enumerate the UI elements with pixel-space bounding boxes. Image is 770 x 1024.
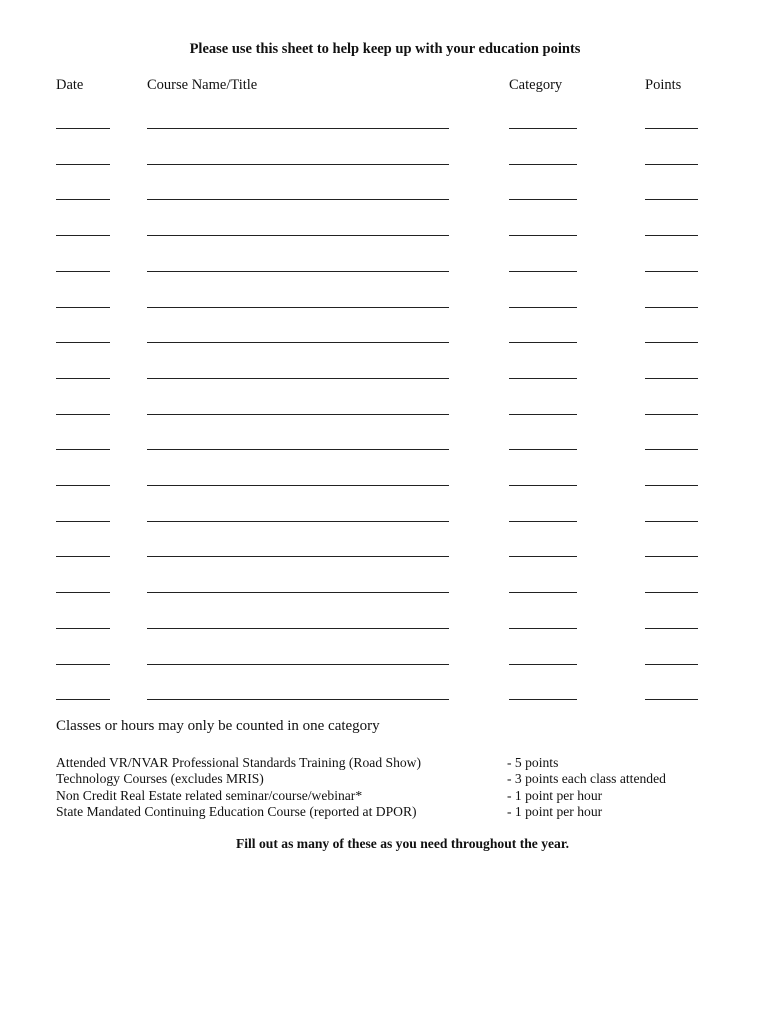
category-points: - 3 points each class attended <box>507 771 666 787</box>
column-header-course: Course Name/Title <box>147 77 258 93</box>
date-field-line[interactable] <box>56 664 110 665</box>
points-field-line[interactable] <box>645 307 698 308</box>
category-field-line[interactable] <box>509 164 577 165</box>
date-field-line[interactable] <box>56 449 110 450</box>
points-field-line[interactable] <box>645 449 698 450</box>
date-field-line[interactable] <box>56 414 110 415</box>
category-note: Classes or hours may only be counted in one category <box>56 718 380 734</box>
points-field-line[interactable] <box>645 128 698 129</box>
course-field-line[interactable] <box>147 128 449 129</box>
category-field-line[interactable] <box>509 485 577 486</box>
points-field-line[interactable] <box>645 235 698 236</box>
date-field-line[interactable] <box>56 164 110 165</box>
course-field-line[interactable] <box>147 271 449 272</box>
date-field-line[interactable] <box>56 699 110 700</box>
points-field-line[interactable] <box>645 664 698 665</box>
date-field-line[interactable] <box>56 271 110 272</box>
course-field-line[interactable] <box>147 199 449 200</box>
points-field-line[interactable] <box>645 556 698 557</box>
date-field-line[interactable] <box>56 628 110 629</box>
points-field-line[interactable] <box>645 521 698 522</box>
points-field-line[interactable] <box>645 199 698 200</box>
category-name: State Mandated Continuing Education Course (reported at DPOR) <box>56 804 417 820</box>
category-name: Attended VR/NVAR Professional Standards Training (Road Show) <box>56 755 422 770</box>
category-field-line[interactable] <box>509 414 577 415</box>
category-field-line[interactable] <box>509 342 577 343</box>
course-field-line[interactable] <box>147 699 449 700</box>
date-field-line[interactable] <box>56 235 110 236</box>
date-field-line[interactable] <box>56 307 110 308</box>
date-field-line[interactable] <box>56 199 110 200</box>
category-name: Non Credit Real Estate related seminar/course/webinar* <box>56 787 363 803</box>
course-field-line[interactable] <box>147 664 449 665</box>
course-field-line[interactable] <box>147 556 449 557</box>
category-points: - 5 points <box>507 755 559 770</box>
date-field-line[interactable] <box>56 485 110 486</box>
course-field-line[interactable] <box>147 449 449 450</box>
course-field-line[interactable] <box>147 628 449 629</box>
category-field-line[interactable] <box>509 628 577 629</box>
points-field-line[interactable] <box>645 592 698 593</box>
footer-instruction: Fill out as many of these as you need throughout the year. <box>235 836 570 851</box>
course-field-line[interactable] <box>147 235 449 236</box>
date-field-line[interactable] <box>56 556 110 557</box>
category-field-line[interactable] <box>509 699 577 700</box>
points-field-line[interactable] <box>645 164 698 165</box>
category-field-line[interactable] <box>509 199 577 200</box>
category-field-line[interactable] <box>509 556 577 557</box>
category-field-line[interactable] <box>509 378 577 379</box>
course-field-line[interactable] <box>147 592 449 593</box>
category-field-line[interactable] <box>509 521 577 522</box>
category-field-line[interactable] <box>509 449 577 450</box>
course-field-line[interactable] <box>147 307 449 308</box>
column-header-category: Category <box>509 77 563 93</box>
date-field-line[interactable] <box>56 128 110 129</box>
category-field-line[interactable] <box>509 664 577 665</box>
category-name: Technology Courses (excludes MRIS) <box>56 771 264 787</box>
points-field-line[interactable] <box>645 271 698 272</box>
category-field-line[interactable] <box>509 271 577 272</box>
date-field-line[interactable] <box>56 378 110 379</box>
course-field-line[interactable] <box>147 414 449 415</box>
category-names-list <box>56 755 421 821</box>
points-field-line[interactable] <box>645 342 698 343</box>
category-field-line[interactable] <box>509 592 577 593</box>
column-header-date: Date <box>56 77 84 93</box>
points-field-line[interactable] <box>645 485 698 486</box>
category-points: - 1 point per hour <box>507 787 603 803</box>
date-field-line[interactable] <box>56 521 110 522</box>
course-field-line[interactable] <box>147 378 449 379</box>
points-field-line[interactable] <box>645 414 698 415</box>
course-field-line[interactable] <box>147 521 449 522</box>
page-title: Please use this sheet to help keep up with your education points <box>189 41 581 57</box>
course-field-line[interactable] <box>147 164 449 165</box>
category-points: - 1 point per hour <box>507 804 603 820</box>
category-field-line[interactable] <box>509 307 577 308</box>
category-field-line[interactable] <box>509 235 577 236</box>
points-field-line[interactable] <box>645 699 698 700</box>
course-field-line[interactable] <box>147 485 449 486</box>
course-field-line[interactable] <box>147 342 449 343</box>
column-header-points: Points <box>645 77 682 93</box>
date-field-line[interactable] <box>56 592 110 593</box>
category-points-list <box>507 755 666 821</box>
points-field-line[interactable] <box>645 628 698 629</box>
points-field-line[interactable] <box>645 378 698 379</box>
date-field-line[interactable] <box>56 342 110 343</box>
category-field-line[interactable] <box>509 128 577 129</box>
